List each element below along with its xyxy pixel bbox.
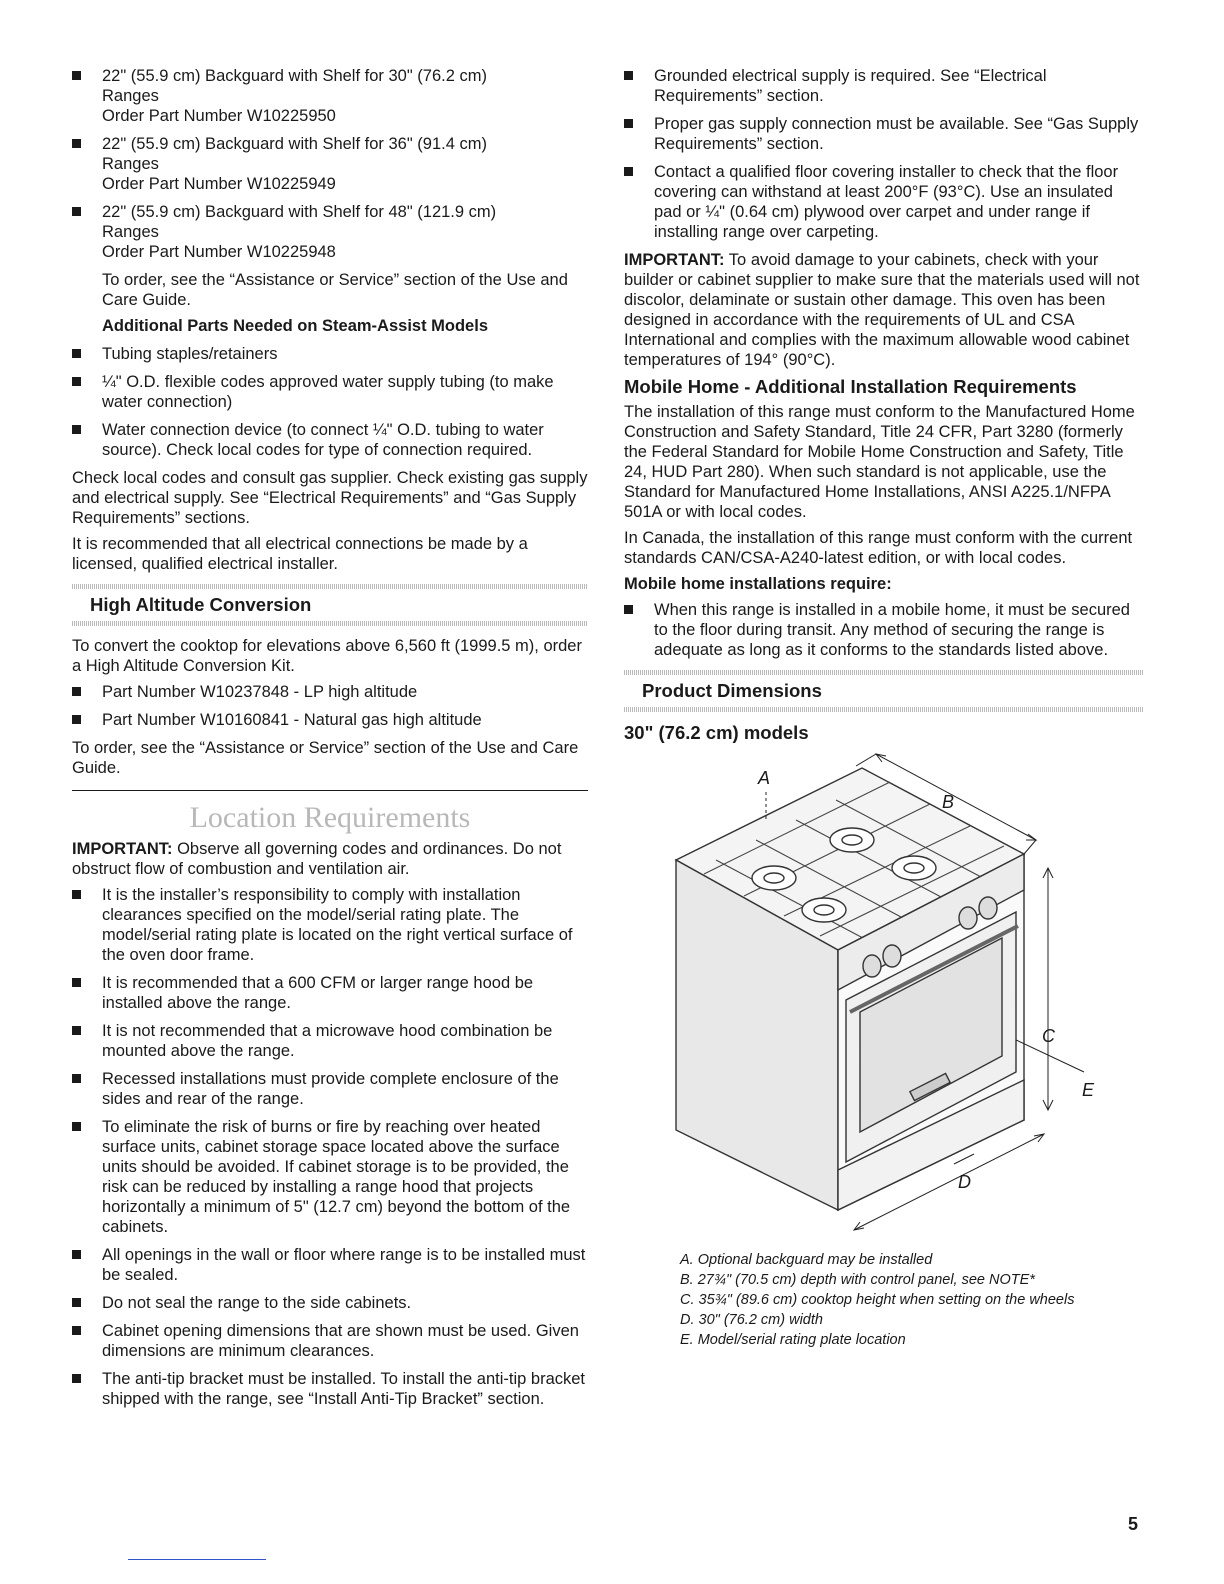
list-item: To eliminate the risk of burns or fire by reaching over heated surface units, cabinet storage space located above the surface units should be avoided. If cabinet storage is to be provided, the risk can be reduced by installing a range hood that projects horizontally a minimum of 5" (12.7 cm) beyond the bottom of the cabinets.	[72, 1117, 588, 1237]
list-item: Proper gas supply connection must be available. See “Gas Supply Requirements” section.	[624, 114, 1144, 154]
label-c: C	[1042, 1026, 1055, 1046]
high-altitude-header	[72, 584, 588, 626]
section-title: Product Dimensions	[642, 680, 822, 701]
mobile-require-list	[624, 600, 1144, 660]
caption-d: D. 30" (76.2 cm) width	[680, 1312, 823, 1328]
caption-b: B. 27¾" (70.5 cm) depth with control panel, see NOTE*	[680, 1272, 1035, 1288]
high-altitude-order-note: To order, see the “Assistance or Service” section of the Use and Care Guide.	[72, 739, 579, 777]
figure-captions	[680, 1250, 1144, 1350]
order-note: To order, see the “Assistance or Service” section of the Use and Care Guide.	[102, 271, 568, 309]
list-item: Contact a qualified floor covering installer to check that the floor covering can withstand at least 200°F (93°C). Use an insulated pad or ¼" (0.64 cm) plywood over carpet and under range if installing range over carpeting.	[624, 162, 1144, 242]
location-list	[72, 885, 588, 1409]
range-illustration	[624, 750, 1144, 1250]
high-altitude-intro: To convert the cooktop for elevations above 6,560 ft (1999.5 m), order a High Altitude Conversion Kit.	[72, 637, 582, 675]
cabinet-important: IMPORTANT: To avoid damage to your cabinets, check with your builder or cabinet supplier to make sure that the materials used will not discolor, delaminate or sustain other damage. This oven has been designed in accordance with the requirements of UL and CSA International and complies with the maximum allowable wood cabinet temperatures of 194° (90°C).	[624, 251, 1140, 369]
mobile-require-heading: Mobile home installations require:	[624, 575, 892, 593]
high-altitude-list	[72, 682, 588, 730]
caption-c: C. 35¾" (89.6 cm) cooktop height when setting on the wheels	[680, 1292, 1075, 1308]
list-item: Cabinet opening dimensions that are shown must be used. Given dimensions are minimum clearances.	[72, 1321, 588, 1361]
left-column	[72, 66, 588, 1417]
location-important: IMPORTANT: Observe all governing codes and ordinances. Do not obstruct flow of combustion and ventilation air.	[72, 840, 562, 878]
mobile-home-heading: Mobile Home - Additional Installation Requirements	[624, 376, 1077, 397]
range-diagram	[624, 750, 1144, 1250]
caption-a: A. Optional backguard may be installed	[680, 1252, 933, 1268]
list-item: It is the installer’s responsibility to comply with installation clearances specified on the model/serial rating plate. The model/serial rating plate is located on the right vertical surface of the oven door frame.	[72, 885, 588, 965]
steam-list	[72, 344, 588, 460]
list-item: The anti-tip bracket must be installed. To install the anti-tip bracket shipped with the range, see “Install Anti-Tip Bracket” section.	[72, 1369, 588, 1409]
list-item: Water connection device (to connect ¼" O.D. tubing to water source). Check local codes for type of connection required.	[72, 420, 588, 460]
list-item: Part Number W10237848 - LP high altitude	[72, 682, 588, 702]
label-b: B	[942, 792, 955, 812]
page-number: 5	[1128, 1514, 1139, 1534]
list-item: Grounded electrical supply is required. See “Electrical Requirements” section.	[624, 66, 1144, 106]
list-item: It is recommended that a 600 CFM or larger range hood be installed above the range.	[72, 973, 588, 1013]
electrical-note: It is recommended that all electrical connections be made by a licensed, qualified electrical installer.	[72, 535, 528, 573]
mobile-home-p1: The installation of this range must conform to the Manufactured Home Construction and Safety Standard, Title 24 CFR, Part 3280 (formerly the Federal Standard for Mobile Home Construction and Safety, Title 24, HUD Part 280). When such standard is not applicable, use the Standard for Manufactured Home Installations, ANSI A225.1/NFPA 501A or with local codes.	[624, 403, 1135, 521]
product-dimensions-header	[624, 670, 1144, 712]
location-heading: Location Requirements	[189, 801, 471, 834]
list-item: ¼" O.D. flexible codes approved water supply tubing (to make water connection)	[72, 372, 588, 412]
backguard-list	[72, 66, 588, 262]
steam-heading: Additional Parts Needed on Steam-Assist Models	[102, 317, 488, 335]
list-item: Do not seal the range to the side cabinets.	[72, 1293, 588, 1313]
list-item: 22" (55.9 cm) Backguard with Shelf for 48" (121.9 cm) Ranges Order Part Number W10225948	[72, 202, 588, 262]
label-d: D	[958, 1172, 971, 1192]
check-codes-text: Check local codes and consult gas supplier. Check existing gas supply and electrical supply. See “Electrical Requirements” and “Gas Supply Requirements” sections.	[72, 469, 588, 527]
requirements-list	[624, 66, 1144, 242]
mobile-home-p2: In Canada, the installation of this range must conform with the current standards CAN/CSA-A240-latest edition, or with local codes.	[624, 529, 1133, 567]
label-a: A	[758, 768, 771, 788]
footer-line	[128, 1559, 266, 1560]
label-e: E	[1082, 1080, 1095, 1100]
list-item: It is not recommended that a microwave hood combination be mounted above the range.	[72, 1021, 588, 1061]
model-heading: 30" (76.2 cm) models	[624, 722, 809, 743]
list-item: 22" (55.9 cm) Backguard with Shelf for 30" (76.2 cm) Ranges Order Part Number W10225950	[72, 66, 588, 126]
list-item: All openings in the wall or floor where range is to be installed must be sealed.	[72, 1245, 588, 1285]
list-item: Recessed installations must provide complete enclosure of the sides and rear of the range.	[72, 1069, 588, 1109]
hatch-divider	[72, 621, 588, 626]
right-column	[624, 66, 1144, 1350]
list-item: Part Number W10160841 - Natural gas high altitude	[72, 710, 588, 730]
list-item: Tubing staples/retainers	[72, 344, 588, 364]
list-item: When this range is installed in a mobile home, it must be secured to the floor during transit. Any method of securing the range is adequate as long as it conforms to the standards listed above.	[624, 600, 1144, 660]
list-item: 22" (55.9 cm) Backguard with Shelf for 36" (91.4 cm) Ranges Order Part Number W10225949	[72, 134, 588, 194]
section-rule	[72, 790, 588, 791]
hatch-divider	[624, 707, 1144, 712]
section-title: High Altitude Conversion	[90, 594, 312, 615]
caption-e: E. Model/serial rating plate location	[680, 1332, 906, 1348]
